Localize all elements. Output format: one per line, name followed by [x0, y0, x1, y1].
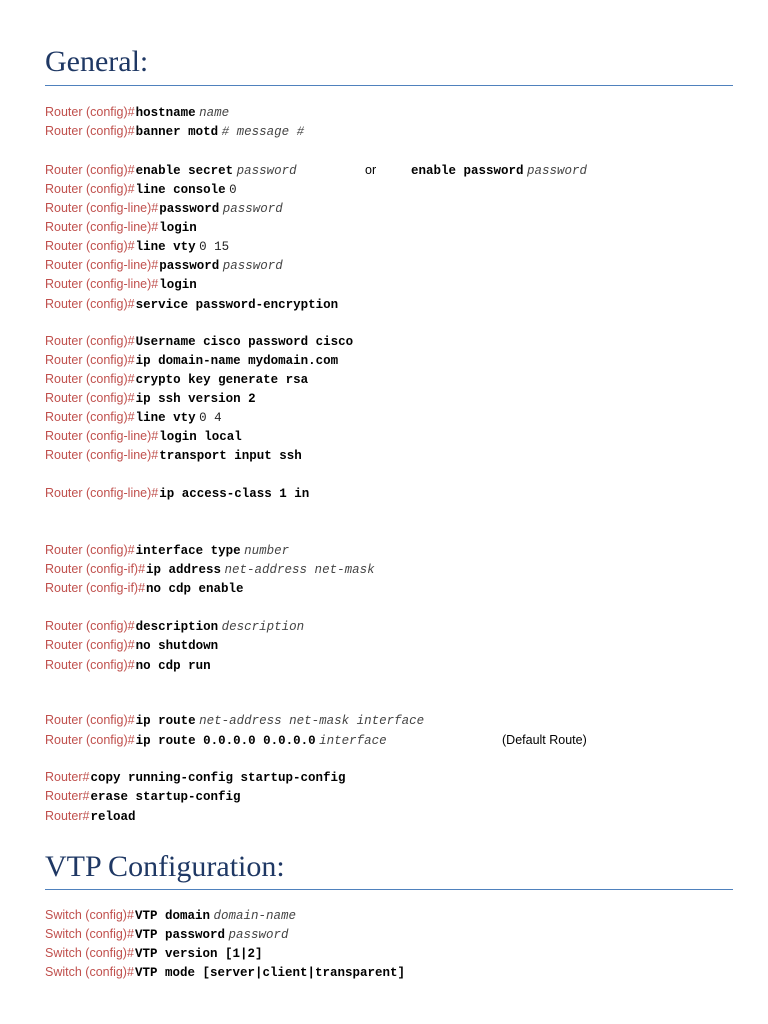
cli-command: enable password	[411, 164, 524, 178]
command-line	[45, 768, 346, 787]
command-line	[45, 807, 136, 826]
cli-command: login	[159, 221, 197, 235]
command-line	[45, 351, 338, 370]
cli-argument: name	[199, 106, 230, 120]
cli-command: copy running-config startup-config	[90, 771, 346, 785]
cli-prompt: Router (config-line)#	[45, 486, 159, 500]
cli-command: interface type	[135, 544, 241, 558]
cli-command: VTP version [1|2]	[134, 947, 263, 961]
command-line	[45, 408, 222, 427]
cli-command: transport input ssh	[159, 449, 302, 463]
cli-command: ip address	[146, 563, 222, 577]
cli-prompt: Router (config)#	[45, 163, 135, 177]
cli-prompt: Router (config)#	[45, 239, 135, 253]
cli-command: line vty	[135, 240, 196, 254]
cli-command: password	[159, 259, 220, 273]
cli-command: ip access-class 1 in	[159, 487, 310, 501]
cli-command: enable secret	[135, 164, 234, 178]
cli-prompt: Switch (config)#	[45, 946, 134, 960]
cli-prompt: Router (config)#	[45, 334, 135, 348]
command-line	[45, 944, 262, 963]
cli-argument: password	[228, 928, 289, 942]
cli-command: ip domain-name mydomain.com	[135, 354, 339, 368]
command-line	[45, 256, 283, 275]
cli-prompt: Router (config)#	[45, 353, 135, 367]
cli-prompt: Router (config)#	[45, 372, 135, 386]
cli-command: Username cisco password cisco	[135, 335, 354, 349]
heading-rule	[45, 889, 733, 890]
cli-prompt: Router (config-line)#	[45, 277, 159, 291]
cli-command: service password-encryption	[135, 298, 339, 312]
command-line	[45, 579, 244, 598]
cli-prompt: Router (config)#	[45, 638, 135, 652]
command-line	[45, 446, 302, 465]
cli-prompt: Router (config)#	[45, 713, 135, 727]
command-line	[45, 427, 242, 446]
command-line	[45, 199, 283, 218]
command-line	[45, 161, 297, 180]
cli-prompt: Router#	[45, 770, 90, 784]
cli-prompt: Router (config)#	[45, 391, 135, 405]
cli-command: ip route	[135, 714, 196, 728]
command-line	[45, 656, 211, 675]
cli-command: description	[135, 620, 219, 634]
cli-prompt: Router (config-if)#	[45, 581, 146, 595]
cli-command: ip route 0.0.0.0 0.0.0.0	[135, 734, 316, 748]
alternate-command	[410, 161, 587, 180]
command-line	[45, 617, 304, 636]
cli-command: password	[159, 202, 220, 216]
command-line	[45, 237, 229, 256]
command-line	[45, 122, 304, 141]
command-line	[45, 370, 308, 389]
cli-command: crypto key generate rsa	[135, 373, 309, 387]
cli-prompt: Router (config-line)#	[45, 201, 159, 215]
command-line	[45, 389, 256, 408]
cli-prompt: Router (config-line)#	[45, 220, 159, 234]
cli-command: login local	[159, 430, 242, 444]
command-line	[45, 906, 296, 925]
cli-prompt: Router#	[45, 789, 90, 803]
section-heading-vtp: VTP Configuration:	[45, 850, 285, 883]
cli-argument: password	[222, 202, 283, 216]
cli-prompt: Router (config-line)#	[45, 429, 159, 443]
cli-command: ip ssh version 2	[135, 392, 256, 406]
cli-command: erase startup-config	[90, 790, 241, 804]
cli-value: 0 4	[199, 411, 222, 425]
command-line	[45, 103, 229, 122]
cli-prompt: Router (config-if)#	[45, 562, 146, 576]
cli-value: 0 15	[199, 240, 230, 254]
command-line	[45, 731, 387, 750]
cli-command: VTP domain	[134, 909, 210, 923]
cli-command: VTP mode [server|client|transparent]	[134, 966, 405, 980]
cli-argument: interface	[319, 734, 387, 748]
cli-prompt: Router (config)#	[45, 124, 135, 138]
cli-prompt: Router (config)#	[45, 410, 135, 424]
command-line	[45, 275, 197, 294]
cli-argument: domain-name	[213, 909, 296, 923]
cli-argument: password	[527, 164, 588, 178]
cli-prompt: Router (config)#	[45, 619, 135, 633]
command-line	[45, 295, 338, 314]
cli-prompt: Router (config)#	[45, 297, 135, 311]
cli-command: VTP password	[134, 928, 225, 942]
cli-argument: password	[236, 164, 297, 178]
command-line	[45, 787, 241, 806]
command-line	[45, 560, 375, 579]
command-line	[45, 925, 288, 944]
command-note: (Default Route)	[502, 733, 587, 747]
cli-command: no cdp enable	[146, 582, 244, 596]
cli-command: login	[159, 278, 197, 292]
cli-command: line vty	[135, 411, 196, 425]
cli-prompt: Router#	[45, 809, 90, 823]
cli-argument: number	[244, 544, 290, 558]
cli-argument: password	[222, 259, 283, 273]
cli-value: 0	[229, 183, 237, 197]
command-line	[45, 484, 309, 503]
heading-rule	[45, 85, 733, 86]
cli-prompt: Router (config)#	[45, 182, 135, 196]
cli-prompt: Router (config)#	[45, 543, 135, 557]
command-line	[45, 541, 289, 560]
cli-prompt: Switch (config)#	[45, 927, 134, 941]
cli-command: banner motd	[135, 125, 219, 139]
cli-command: hostname	[135, 106, 196, 120]
cli-prompt: Router (config-line)#	[45, 448, 159, 462]
cli-argument: # message #	[221, 125, 305, 139]
cli-argument: net-address net-mask interface	[199, 714, 425, 728]
cli-prompt: Router (config)#	[45, 658, 135, 672]
cli-command: line console	[135, 183, 226, 197]
cli-argument: description	[221, 620, 305, 634]
cli-command: no shutdown	[135, 639, 219, 653]
cli-argument: net-address net-mask	[224, 563, 375, 577]
section-heading-general: General:	[45, 45, 149, 78]
cli-prompt: Router (config-line)#	[45, 258, 159, 272]
or-separator: or	[365, 163, 377, 177]
command-line	[45, 332, 353, 351]
cli-command: no cdp run	[135, 659, 211, 673]
cli-prompt: Router (config)#	[45, 105, 135, 119]
cli-prompt: Switch (config)#	[45, 908, 134, 922]
command-line	[45, 218, 197, 237]
cli-command: reload	[90, 810, 136, 824]
command-line	[45, 711, 424, 730]
command-line	[45, 636, 218, 655]
command-line	[45, 963, 405, 982]
command-line	[45, 180, 237, 199]
cli-prompt: Switch (config)#	[45, 965, 134, 979]
cli-prompt: Router (config)#	[45, 733, 135, 747]
